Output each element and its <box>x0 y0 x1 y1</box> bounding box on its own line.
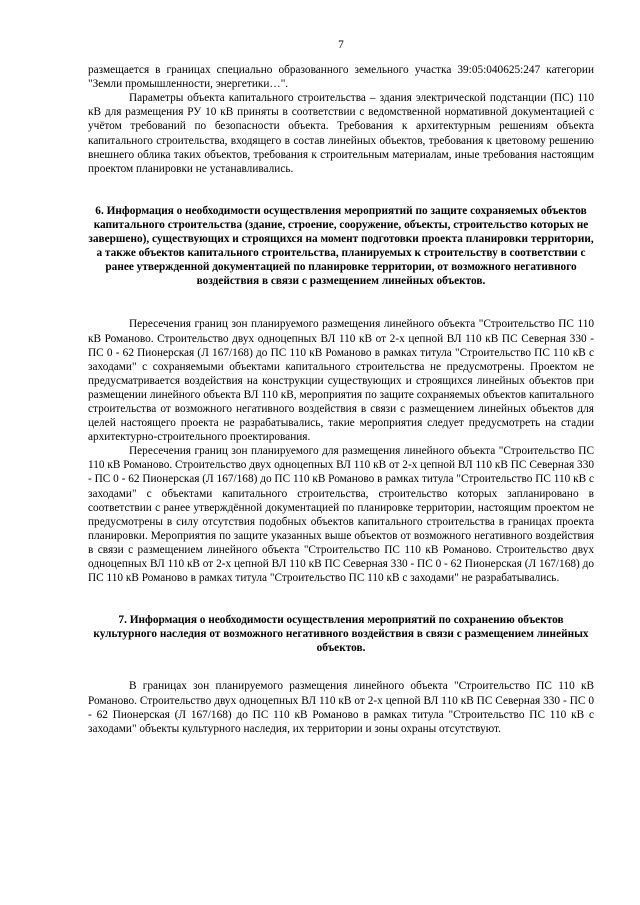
paragraph-continuation: размещается в границах специально образованного земельного участка 39:05:040625:247 категории "Земли промышленности, энергетики…". <box>88 64 594 91</box>
section-7-paragraph-1: В границах зон планируемого размещения линейного объекта "Строительство ПС 110 кВ Романово. Строительство двух одноцепных ВЛ 110 кВ от 2-х цепной ВЛ 110 кВ ПС Северная 330 - ПС 0 - 62 Пионерская (Л 167/168) до ПС 110 кВ Романово в рамках титула "Строительство ПС 110 кВ с заходами" объекты культурного наследия, их территории и зоны охраны отсутствуют. <box>88 680 594 735</box>
section-6-paragraph-1: Пересечения границ зон планируемого размещения линейного объекта "Строительство ПС 110 кВ Романово. Строительство двух одноцепных ВЛ 110 кВ от 2-х цепной ВЛ 110 кВ ПС Северная 330 - ПС 0 - 62 Пионерская (Л 167/168) до ПС 110 кВ Романово в рамках титула "Строительство ПС 110 кВ с заходами" с сохраняемыми объектами капитального строительства не предусмотрены. Проектом не предусматривается воздействия на конструкции существующих и строящихся линейных объектов при размещении линейного объекта ВЛ 110 кВ, мероприятия по защите сохраняемых объектов капитального строительства от возможного негативного воздействия в связи с размещением линейных объектов для целей настоящего проекта не разрабатывались, такие мероприятия следует предусмотреть на стадии архитектурно-строительного проектирования. <box>88 318 594 444</box>
section-7-heading: 7. Информация о необходимости осуществления мероприятий по сохранению объектов культурного наследия от возможного негативного воздействия в связи с размещением линейных объектов. <box>93 614 589 655</box>
section-6-paragraph-2: Пересечения границ зон планируемого для размещения линейного объекта "Строительство ПС 110 кВ Романово. Строительство двух одноцепных ВЛ 110 кВ от 2-х цепной ВЛ 110 кВ ПС Северная 330 - ПС 0 - 62 Пионерская (Л 167/168) до ПС 110 кВ Романово в рамках титула "Строительство ПС 110 кВ с заходами" с объектами капитального строительства, строительство которых запланировано в соответствии с ранее утверждённой документацией по планировке территории, настоящим проектом не предусмотрены в силу отсутствия подобных объектов капитального строительства в границах проекта планировки. Мероприятия по защите указанных выше объектов от возможного негативного воздействия в связи с размещением линейного объекта "Строительство ПС 110 кВ Романово. Строительство двух одноцепных ВЛ 110 кВ от 2-х цепной ВЛ 110 кВ ПС Северная 330 - ПС 0 - 62 Пионерская (Л 167/168) до ПС 110 кВ Романово в рамках титула "Строительство ПС 110 кВ с заходами" не разрабатывались. <box>88 445 594 585</box>
section-6-heading: 6. Информация о необходимости осуществления мероприятий по защите сохраняемых объектов капитального строительства (здание, строение, сооружение, объекты, строительство которых не завершено), существующих и строящихся на момент подготовки проекта планировки территории, а также объектов капитального строительства, планируемых к строительству в соответствии с ранее утвержденной документацией по планировке территории, от возможного негативного воздействия в связи с размещением линейных объектов. <box>88 204 594 288</box>
page-number: 7 <box>338 39 344 51</box>
paragraph-parameters: Параметры объекта капитального строительства – здания электрической подстанции (ПС) 110 кВ для размещения РУ 10 кВ приняты в соответствии с ведомственной нормативной документацией с учётом требований по безопасности объекта. Требования к архитектурным решениям объекта капитального строительства, входящего в состав линейных объектов, требования к цветовому решению внешнего облика таких объектов, требования к строительным материалам, иные требования настоящим проектом планировки не устанавливались. <box>88 92 594 175</box>
